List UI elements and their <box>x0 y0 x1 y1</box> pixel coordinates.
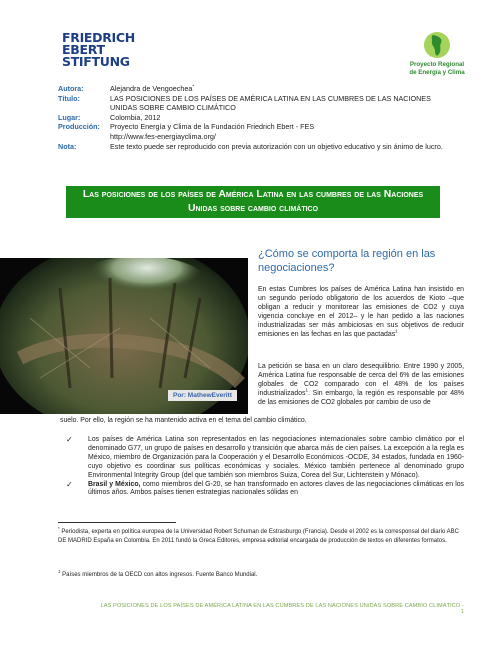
meta-value <box>110 84 458 94</box>
proyecto-logo-line-2: de Energía y Clima <box>409 69 465 76</box>
page-footer: LAS POSICIONES DE LOS PAÍSES DE AMÉRICA LATINA EN LAS CUMBRES DE LAS NACIONES UNIDAS SOBRE CAMBIO CLIMÁTICO - 1 <box>100 603 464 615</box>
checkmark-icon: ✓ <box>66 479 73 489</box>
author-footnote-marker: * <box>192 83 195 89</box>
footnote <box>58 571 464 580</box>
footnote-marker: * <box>58 526 60 531</box>
bullet-list <box>66 436 464 498</box>
footnote-marker: 1 <box>58 569 61 574</box>
fes-logo <box>62 32 142 68</box>
section-heading: ¿Cómo se comporta la región en las negociaciones? <box>258 248 436 274</box>
meta-title <box>58 94 458 113</box>
meta-label: Título: <box>58 93 80 103</box>
fes-logo-line-3: STIFTUNG <box>62 54 130 69</box>
meta-value: Colombia, 2012 <box>110 112 161 122</box>
meta-note <box>58 142 458 152</box>
production-link[interactable]: http://www.fes-energiayclima.org/ <box>110 131 216 141</box>
paragraph-2-text: La petición se basa en un claro desequilibrio. Entre 1990 y 2005, América Latina fue responsable de cerca del 6% de las emisiones globales de CO2 comparado con el 48% de los países industrializados <box>258 363 464 397</box>
checkmark-icon: ✓ <box>66 435 73 444</box>
author-name: Alejandra de Vengoechea <box>110 84 193 93</box>
paragraph-1-text: En estas Cumbres los países de América Latina han insistido en un segundo período obligatorio de los acuerdos de Kioto –que obligan a reducir y monitorear las emisiones de CO2 y cuya vigencia concluye en el 2012– y le han pedido a las naciones industrializadas ser más ambiciosas en sus objetivos de reducir emisiones en las fechas en las que pactadas <box>258 286 464 338</box>
meta-label: Lugar: <box>58 112 81 122</box>
list-item-text <box>88 481 464 499</box>
meta-value: LAS POSICIONES DE LOS PAÍSES DE AMÉRICA LATINA EN LAS CUMBRES DE LAS NACIONES UNIDAS SOBRE CAMBIO CLIMÁTICO <box>110 93 431 113</box>
meta-value: Este texto puede ser reproducido con previa autorización con un objetivo educativo y sin ánimo de lucro. <box>110 141 443 151</box>
document-title: Las posiciones de los países de América Latina en las cumbres de las Naciones Unidas sobre cambio climático <box>66 186 440 218</box>
list-item-bold: Brasil y México, <box>88 480 141 488</box>
list-item <box>66 481 464 499</box>
globe-icon <box>422 30 452 60</box>
paragraph-2-tail: suelo. Por ello, la región se ha mantenido activa en el tema del cambio climático. <box>60 417 307 424</box>
footnote-ref: 1 <box>305 387 309 393</box>
meta-author <box>58 84 458 94</box>
meta-label: Nota: <box>58 141 77 151</box>
meta-label: Autora: <box>58 84 84 93</box>
proyecto-regional-logo <box>402 30 472 76</box>
footnote-text: Países miembros de la OECD con altos ingresos. Fuente Banco Mundial. <box>60 572 258 578</box>
footnote-divider <box>58 522 176 523</box>
paragraph-2 <box>258 363 464 408</box>
meta-label: Producción: <box>58 122 100 132</box>
footnote-ref: 1 <box>395 328 398 334</box>
footnote-text: Periodista, experta en política europea de la Universidad Robert Schuman de Estrasburgo (Francia). Desde el 2002 es la corresponsal del diario ABC DE MADRID España en Colombia. En 2011 fundó la Greca Editores, empresa editorial encargada de producción de textos en diferentes formatos. <box>58 529 459 544</box>
fes-logo-line-1: FRIEDRICH <box>62 30 135 45</box>
footnote <box>58 528 464 546</box>
meta-value <box>110 122 458 141</box>
paragraph-2-text-b: . Sin embargo, la región es responsable por 48% de las emisiones de CO2 globales por cambio de uso de <box>258 389 464 406</box>
production-text: Proyecto Energía y Clima de la Fundación Friedrich Ebert - FES <box>110 122 315 132</box>
paragraph-1 <box>258 286 464 339</box>
list-item-rest: como miembros del G-20, se han transformado en actores claves de las negociaciones climáticas en los últimos años. Ambos países tienen estrategias nacionales sólidas en <box>88 480 464 497</box>
list-item-text: Los países de América Latina son representados en las negociaciones internacionales sobre cambio climático por el denominado G77, un grupo de países en desarrollo y transición que abarca más de cien países. La excepción a la regla es México, miembro de Organización para la Cooperación y el Desarrollo Económicos -OCDE, 34 estados, fundada en 1960- cuyo objetivo es coordinar sus políticas económicas y sociales. México también pertenece al denominado grupo Environmental Integrity Group (del que también son miembros Suiza, Corea del Sur, Lichtenstein y Mónaco). <box>88 436 464 479</box>
meta-place <box>58 113 458 123</box>
document-metadata <box>58 84 458 151</box>
fes-logo-line-2: EBERT <box>62 42 105 57</box>
meta-production <box>58 122 458 141</box>
proyecto-logo-line-1: Proyecto Regional <box>409 61 465 68</box>
fisheye-photo <box>0 258 248 414</box>
photo-credit: Por: MathewEveritt <box>168 390 237 401</box>
list-item <box>66 436 464 481</box>
